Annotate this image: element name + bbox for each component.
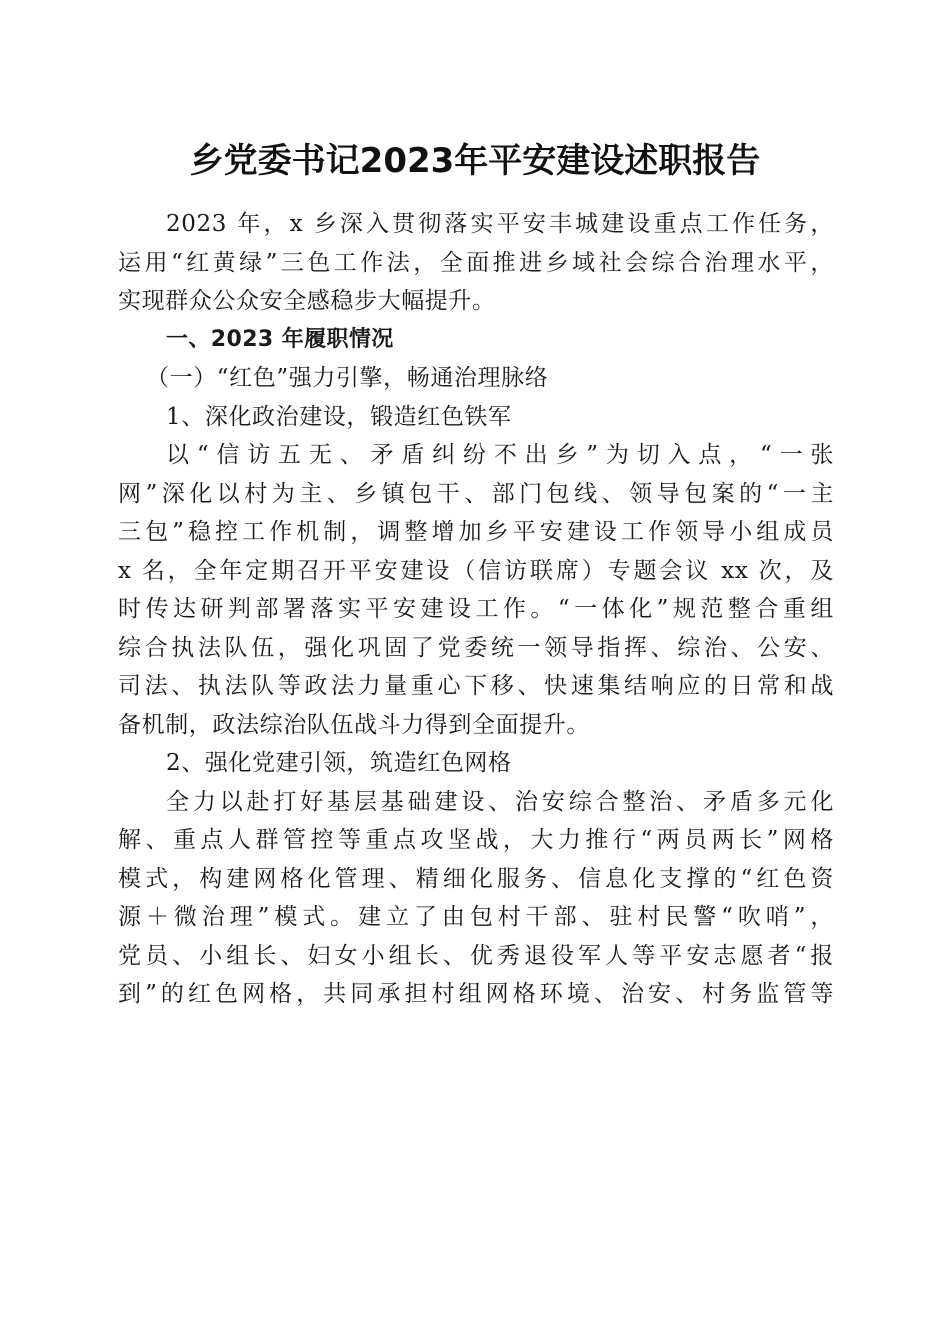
item-1-line: 时传达研判部署落实平安建设工作。“一体化”规范整合重组 (118, 596, 834, 622)
item-1-line: 以“信访五无、矛盾纠纷不出乡”为切入点，“一张 (166, 442, 834, 468)
item-1-line: 备机制，政法综治队伍战斗力得到全面提升。 (118, 711, 590, 738)
item-2-line: 源＋微治理”模式。建立了由包村干部、驻村民警“吹哨”， (118, 904, 834, 930)
item-2-line: 全力以赴打好基层基础建设、治安综合整治、矛盾多元化 (166, 788, 834, 815)
item-2-paragraph (118, 783, 834, 1014)
intro-line: 运用“红黄绿”三色工作法，全面推进乡域社会综合治理水平， (118, 249, 834, 276)
item-1-line: x 名，全年定期召开平安建设（信访联席）专题会议 xx 次，及 (118, 557, 834, 584)
item-2-heading: 2、强化党建引领，筑造红色网格 (166, 750, 512, 776)
subsection-1-heading: （一）“红色”强力引擎，畅通治理脉络 (146, 365, 549, 391)
item-2-line: 解、重点人群管控等重点攻坚战，大力推行“两员两长”网格 (118, 827, 834, 853)
section-1-heading-block (118, 321, 834, 360)
item-2-line: 党员、小组长、妇女小组长、优秀退役军人等平安志愿者“报 (118, 942, 834, 969)
intro-paragraph (118, 205, 834, 321)
item-2-line: 模式，构建网格化管理、精细化服务、信息化支撑的“红色资 (118, 865, 834, 892)
item-1-line: 三包”稳控工作机制，调整增加乡平安建设工作领导小组成员 (118, 519, 834, 545)
item-1-paragraph (118, 436, 834, 744)
section-1-heading: 一、2023 年履职情况 (166, 326, 394, 352)
item-1-line: 网”深化以村为主、乡镇包干、部门包线、领导包案的“一主 (118, 480, 834, 507)
document-body (118, 205, 834, 1014)
item-2-heading-block (118, 744, 834, 783)
item-1-line: 司法、执法队等政法力量重心下移、快速集结响应的日常和战 (118, 673, 834, 699)
item-2-line: 到”的红色网格，共同承担村组网格环境、治安、村务监管等 (118, 981, 834, 1007)
intro-line: 实现群众公众安全感稳步大幅提升。 (118, 288, 496, 314)
item-1-heading: 1、深化政治建设，锻造红色铁军 (166, 403, 512, 430)
intro-line: 2023 年，x 乡深入贯彻落实平安丰城建设重点工作任务， (166, 211, 834, 237)
item-1-line: 综合执法队伍，强化巩固了党委统一领导指挥、综治、公安、 (118, 634, 834, 661)
subsection-1-heading-block (118, 359, 834, 398)
item-1-heading-block (118, 398, 834, 437)
document-title: 乡党委书记2023年平安建设述职报告 (189, 141, 761, 181)
